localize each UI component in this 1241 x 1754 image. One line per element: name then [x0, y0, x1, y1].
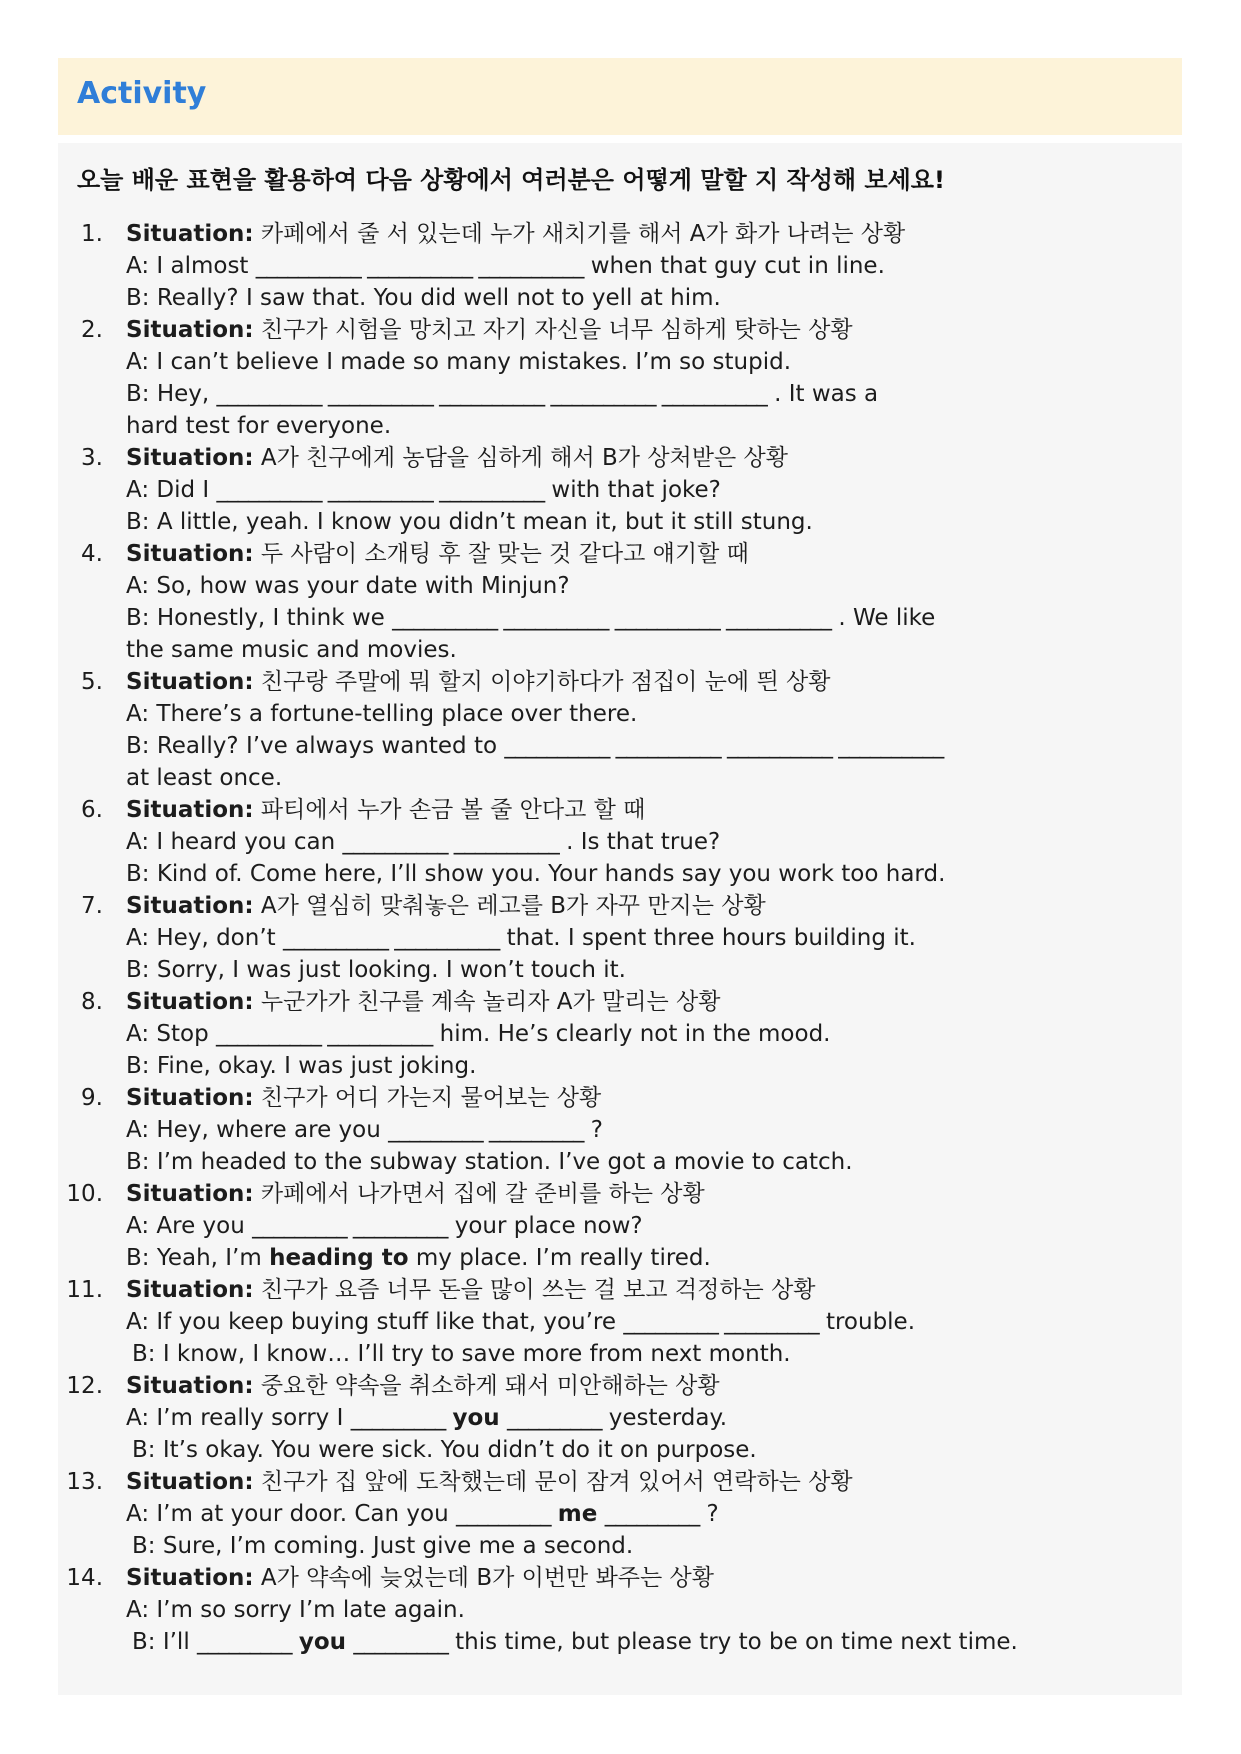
dialogue-text: ? — [583, 1117, 603, 1143]
dialogue-line — [0, 1626, 1241, 1658]
situation-label: Situation: — [126, 1373, 254, 1399]
situation-line — [0, 442, 1241, 474]
dialogue-line — [0, 730, 1241, 762]
dialogue-line — [0, 378, 1241, 410]
dialogue-text: A: Hey, don’t — [126, 925, 283, 951]
situation-label: Situation: — [126, 317, 254, 343]
answer-blank[interactable]: __________ __________ — [216, 1021, 433, 1047]
situation-text: 중요한 약속을 취소하게 돼서 미안해하는 상황 — [253, 1373, 720, 1399]
dialogue-text: A: So, how was your date with Minjun? — [126, 573, 570, 599]
situation-text: 카페에서 나가면서 집에 갈 준비를 하는 상황 — [253, 1181, 705, 1207]
situation-list — [0, 218, 1241, 1658]
dialogue-line — [0, 922, 1241, 954]
dialogue-text: A: I can’t believe I made so many mistakes. I’m so stupid. — [126, 349, 792, 375]
answer-blank[interactable]: __________ __________ __________ __________ __________ — [216, 381, 767, 407]
dialogue-line — [0, 1338, 1241, 1370]
dialogue-text: with that joke? — [544, 477, 721, 503]
situation-text: A가 열심히 맞춰놓은 레고를 B가 자꾸 만지는 상황 — [253, 893, 766, 919]
situation-line — [0, 986, 1241, 1018]
situation-line — [0, 890, 1241, 922]
item-number: 12. — [66, 1373, 103, 1399]
dialogue-text: hard test for everyone. — [126, 413, 392, 439]
situation-text: 친구가 시험을 망치고 자기 자신을 너무 심하게 탓하는 상황 — [253, 317, 853, 343]
situation-line — [0, 1562, 1241, 1594]
item-number: 4. — [81, 541, 103, 567]
dialogue-line — [0, 634, 1241, 666]
dialogue-text — [597, 1501, 604, 1527]
dialogue-text: B: Yeah, I’m — [126, 1245, 270, 1271]
dialogue-text: B: Sorry, I was just looking. I won’t touch it. — [126, 957, 626, 983]
situation-item — [0, 218, 1241, 314]
dialogue-text: A: I almost — [126, 253, 256, 279]
item-number: 1. — [81, 221, 103, 247]
situation-line — [0, 1274, 1241, 1306]
dialogue-line — [0, 762, 1241, 794]
situation-label: Situation: — [126, 221, 254, 247]
situation-text: 친구랑 주말에 뭐 할지 이야기하다가 점집이 눈에 띈 상황 — [253, 669, 831, 695]
dialogue-text: A: Did I — [126, 477, 217, 503]
dialogue-text: B: I’m headed to the subway station. I’ve got a movie to catch. — [126, 1149, 853, 1175]
answer-blank[interactable]: _________ — [197, 1629, 292, 1655]
dialogue-text: A: There’s a fortune-telling place over there. — [126, 701, 638, 727]
item-number: 9. — [81, 1085, 103, 1111]
dialogue-text: . We like — [831, 605, 936, 631]
item-number: 5. — [81, 669, 103, 695]
situation-item — [0, 1562, 1241, 1658]
dialogue-text — [550, 1501, 557, 1527]
situation-item — [0, 794, 1241, 890]
item-number: 6. — [81, 797, 103, 823]
situation-item — [0, 1082, 1241, 1178]
dialogue-text: him. He’s clearly not in the mood. — [432, 1021, 831, 1047]
situation-line — [0, 1178, 1241, 1210]
situation-item — [0, 314, 1241, 442]
answer-blank[interactable]: __________ __________ __________ — [216, 477, 545, 503]
situation-item — [0, 890, 1241, 986]
dialogue-text: B: Really? I’ve always wanted to — [126, 733, 505, 759]
answer-blank[interactable]: _________ — [604, 1501, 700, 1527]
situation-label: Situation: — [126, 669, 254, 695]
dialogue-line — [0, 346, 1241, 378]
dialogue-text: B: Honestly, I think we — [126, 605, 393, 631]
situation-text: A가 친구에게 농담을 심하게 해서 B가 상처받은 상황 — [253, 445, 788, 471]
dialogue-line — [0, 1402, 1241, 1434]
dialogue-text: B: Fine, okay. I was just joking. — [126, 1053, 477, 1079]
item-number: 8. — [81, 989, 103, 1015]
answer-blank[interactable]: _________ — [455, 1501, 551, 1527]
situation-label: Situation: — [126, 893, 254, 919]
dialogue-line — [0, 1306, 1241, 1338]
bold-word: heading to — [269, 1245, 409, 1271]
answer-blank[interactable]: _________ — [350, 1405, 446, 1431]
situation-item — [0, 442, 1241, 538]
dialogue-text: B: Sure, I’m coming. Just give me a second. — [132, 1533, 634, 1559]
dialogue-text: A: Stop — [126, 1021, 216, 1047]
dialogue-line — [0, 570, 1241, 602]
dialogue-text: the same music and movies. — [126, 637, 457, 663]
dialogue-text — [500, 1405, 507, 1431]
situation-label: Situation: — [126, 1565, 254, 1591]
dialogue-line — [0, 1146, 1241, 1178]
answer-blank[interactable]: __________ __________ — [282, 925, 500, 951]
situation-text: A가 약속에 늦었는데 B가 이번만 봐주는 상황 — [253, 1565, 714, 1591]
item-number: 7. — [81, 893, 103, 919]
item-number: 11. — [66, 1277, 103, 1303]
dialogue-text: my place. I’m really tired. — [408, 1245, 711, 1271]
dialogue-text: B: I know, I know… I’ll try to save more from next month. — [132, 1341, 791, 1367]
situation-text: 친구가 집 앞에 도착했는데 문이 잠겨 있어서 연락하는 상황 — [253, 1469, 853, 1495]
dialogue-text — [445, 1405, 452, 1431]
situation-text: 카페에서 줄 서 있는데 누가 새치기를 해서 A가 화가 나려는 상황 — [253, 221, 906, 247]
situation-text: 누군가가 친구를 계속 놀리자 A가 말리는 상황 — [253, 989, 721, 1015]
situation-text: 파티에서 누가 손금 볼 줄 안다고 할 때 — [253, 797, 646, 823]
situation-line — [0, 1082, 1241, 1114]
situation-item — [0, 666, 1241, 794]
dialogue-text: B: I’ll — [132, 1629, 198, 1655]
item-number: 10. — [66, 1181, 103, 1207]
dialogue-text: A: I heard you can — [126, 829, 343, 855]
dialogue-text: your place now? — [447, 1213, 643, 1239]
situation-line — [0, 538, 1241, 570]
situation-text: 친구가 요즘 너무 돈을 많이 쓰는 걸 보고 걱정하는 상황 — [253, 1277, 816, 1303]
dialogue-line — [0, 1114, 1241, 1146]
bold-word: me — [557, 1501, 598, 1527]
dialogue-line — [0, 282, 1241, 314]
situation-item — [0, 1466, 1241, 1562]
situation-line — [0, 218, 1241, 250]
dialogue-text: trouble. — [818, 1309, 916, 1335]
situation-label: Situation: — [126, 1181, 254, 1207]
dialogue-text: A: I’m so sorry I’m late again. — [126, 1597, 465, 1623]
dialogue-text: B: Kind of. Come here, I’ll show you. Your hands say you work too hard. — [126, 861, 946, 887]
dialogue-text: yesterday. — [601, 1405, 728, 1431]
dialogue-text: A: Are you — [126, 1213, 253, 1239]
dialogue-text: A: If you keep buying stuff like that, you’re — [126, 1309, 624, 1335]
dialogue-line — [0, 1498, 1241, 1530]
answer-blank[interactable]: _________ _________ — [252, 1213, 448, 1239]
situation-text: 두 사람이 소개팅 후 잘 맞는 것 같다고 얘기할 때 — [253, 541, 749, 567]
dialogue-line — [0, 1018, 1241, 1050]
dialogue-line — [0, 1210, 1241, 1242]
item-number: 3. — [81, 445, 103, 471]
dialogue-line — [0, 1434, 1241, 1466]
situation-label: Situation: — [126, 1277, 254, 1303]
answer-blank[interactable]: _________ — [353, 1629, 448, 1655]
answer-blank[interactable]: __________ __________ __________ __________ — [504, 733, 944, 759]
answer-blank[interactable]: __________ __________ — [342, 829, 559, 855]
situation-label: Situation: — [126, 1085, 254, 1111]
dialogue-line — [0, 1242, 1241, 1274]
item-number: 13. — [66, 1469, 103, 1495]
dialogue-text: that. I spent three hours building it. — [499, 925, 916, 951]
situation-label: Situation: — [126, 797, 254, 823]
dialogue-text: B: Hey, — [126, 381, 217, 407]
dialogue-line — [0, 858, 1241, 890]
situation-line — [0, 794, 1241, 826]
situation-label: Situation: — [126, 989, 254, 1015]
dialogue-line — [0, 954, 1241, 986]
item-number: 14. — [66, 1565, 103, 1591]
dialogue-text: ? — [699, 1501, 719, 1527]
answer-blank[interactable]: __________ __________ __________ — [255, 253, 584, 279]
dialogue-line — [0, 1594, 1241, 1626]
dialogue-line — [0, 474, 1241, 506]
situation-text: 친구가 어디 가는지 물어보는 상황 — [253, 1085, 602, 1111]
bold-word: you — [452, 1405, 500, 1431]
answer-blank[interactable]: _________ _________ — [388, 1117, 584, 1143]
dialogue-text: A: Hey, where are you — [126, 1117, 389, 1143]
item-number: 2. — [81, 317, 103, 343]
situation-item — [0, 986, 1241, 1082]
situation-label: Situation: — [126, 1469, 254, 1495]
dialogue-text: this time, but please try to be on time next time. — [447, 1629, 1018, 1655]
dialogue-line — [0, 410, 1241, 442]
dialogue-text: when that guy cut in line. — [583, 253, 885, 279]
answer-blank[interactable]: _________ — [506, 1405, 602, 1431]
dialogue-text: at least once. — [126, 765, 283, 791]
dialogue-line — [0, 250, 1241, 282]
activity-header — [58, 58, 1182, 135]
situation-label: Situation: — [126, 445, 254, 471]
situation-line — [0, 1370, 1241, 1402]
situation-item — [0, 1370, 1241, 1466]
dialogue-line — [0, 506, 1241, 538]
dialogue-text: B: It’s okay. You were sick. You didn’t do it on purpose. — [132, 1437, 757, 1463]
dialogue-text: A: I’m really sorry I — [126, 1405, 351, 1431]
situation-line — [0, 1466, 1241, 1498]
activity-title: Activity — [77, 76, 207, 111]
dialogue-text: B: A little, yeah. I know you didn’t mean it, but it still stung. — [126, 509, 813, 535]
dialogue-line — [0, 1050, 1241, 1082]
dialogue-line — [0, 1530, 1241, 1562]
situation-item — [0, 1178, 1241, 1274]
dialogue-line — [0, 602, 1241, 634]
bold-word: you — [298, 1629, 347, 1655]
situation-line — [0, 666, 1241, 698]
dialogue-text: . Is that true? — [558, 829, 721, 855]
dialogue-line — [0, 826, 1241, 858]
instruction-text: 오늘 배운 표현을 활용하여 다음 상황에서 여러분은 어떻게 말할 지 작성해 보세요! — [77, 166, 945, 194]
dialogue-text: . It was a — [766, 381, 879, 407]
situation-item — [0, 1274, 1241, 1370]
situation-label: Situation: — [126, 541, 254, 567]
dialogue-text: B: Really? I saw that. You did well not to yell at him. — [126, 285, 721, 311]
situation-line — [0, 314, 1241, 346]
dialogue-text — [292, 1629, 299, 1655]
dialogue-text: A: I’m at your door. Can you — [126, 1501, 456, 1527]
answer-blank[interactable]: _________ _________ — [623, 1309, 819, 1335]
answer-blank[interactable]: __________ __________ __________ __________ — [392, 605, 832, 631]
dialogue-line — [0, 698, 1241, 730]
situation-item — [0, 538, 1241, 666]
